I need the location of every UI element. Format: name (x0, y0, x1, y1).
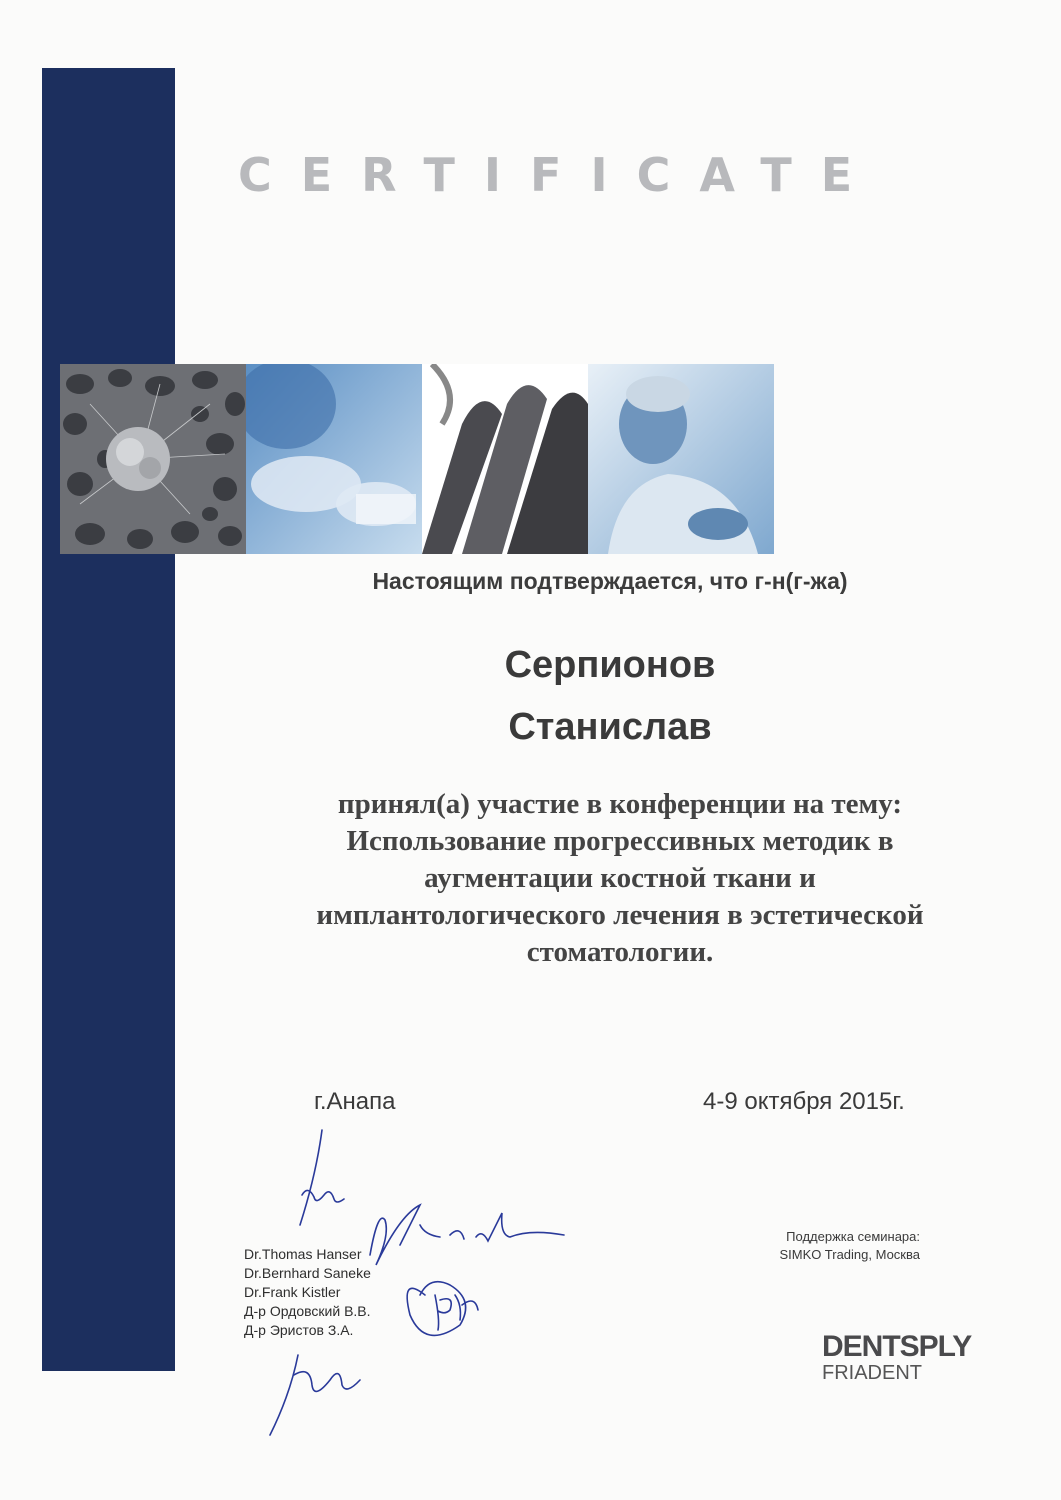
conference-description (180, 786, 1060, 971)
implant-thread-image (422, 364, 588, 554)
smiling-doctor-image (588, 364, 774, 554)
city: г.Анапа (314, 1088, 396, 1115)
navy-side-bar (42, 68, 175, 1371)
description-line: имплантологического лечения в эстетической (316, 899, 924, 931)
description-line: аугментации костной ткани и (424, 862, 816, 894)
signatory-name: Dr.Thomas Hanser (244, 1246, 362, 1262)
signatory-name: Д-р Ордовский В.В. (244, 1303, 371, 1319)
logo-dentsply: DENTSPLY (822, 1330, 972, 1363)
bone-cell-micrograph-image (60, 364, 246, 554)
confirmation-line: Настоящим подтверждается, что г-н(г-жа) (372, 568, 848, 594)
dental-lab-hands-image (246, 364, 422, 554)
dentsply-friadent-logo (822, 1330, 971, 1385)
support-label: Поддержка семинара: (786, 1229, 920, 1244)
signatory-name: Д-р Эристов З.А. (244, 1322, 354, 1338)
description-line: Использование прогрессивных методик в (346, 825, 894, 857)
signatory-name: Dr.Frank Kistler (244, 1284, 341, 1300)
event-dates: 4-9 октября 2015г. (703, 1088, 905, 1115)
recipient-first-name: Станислав (508, 706, 712, 748)
signatory-name: Dr.Bernhard Saneke (244, 1265, 371, 1281)
support-sponsor: SIMKO Trading, Москва (779, 1247, 920, 1262)
recipient-surname: Серпионов (504, 644, 716, 686)
description-line: стоматологии. (526, 936, 714, 968)
certificate-title: CERTIFICATE (238, 148, 882, 202)
description-line: принял(а) участие в конференции на тему: (337, 788, 903, 820)
signatory-list (244, 1245, 371, 1340)
logo-friadent: FRIADENT (822, 1362, 922, 1384)
seminar-support (740, 1228, 920, 1264)
